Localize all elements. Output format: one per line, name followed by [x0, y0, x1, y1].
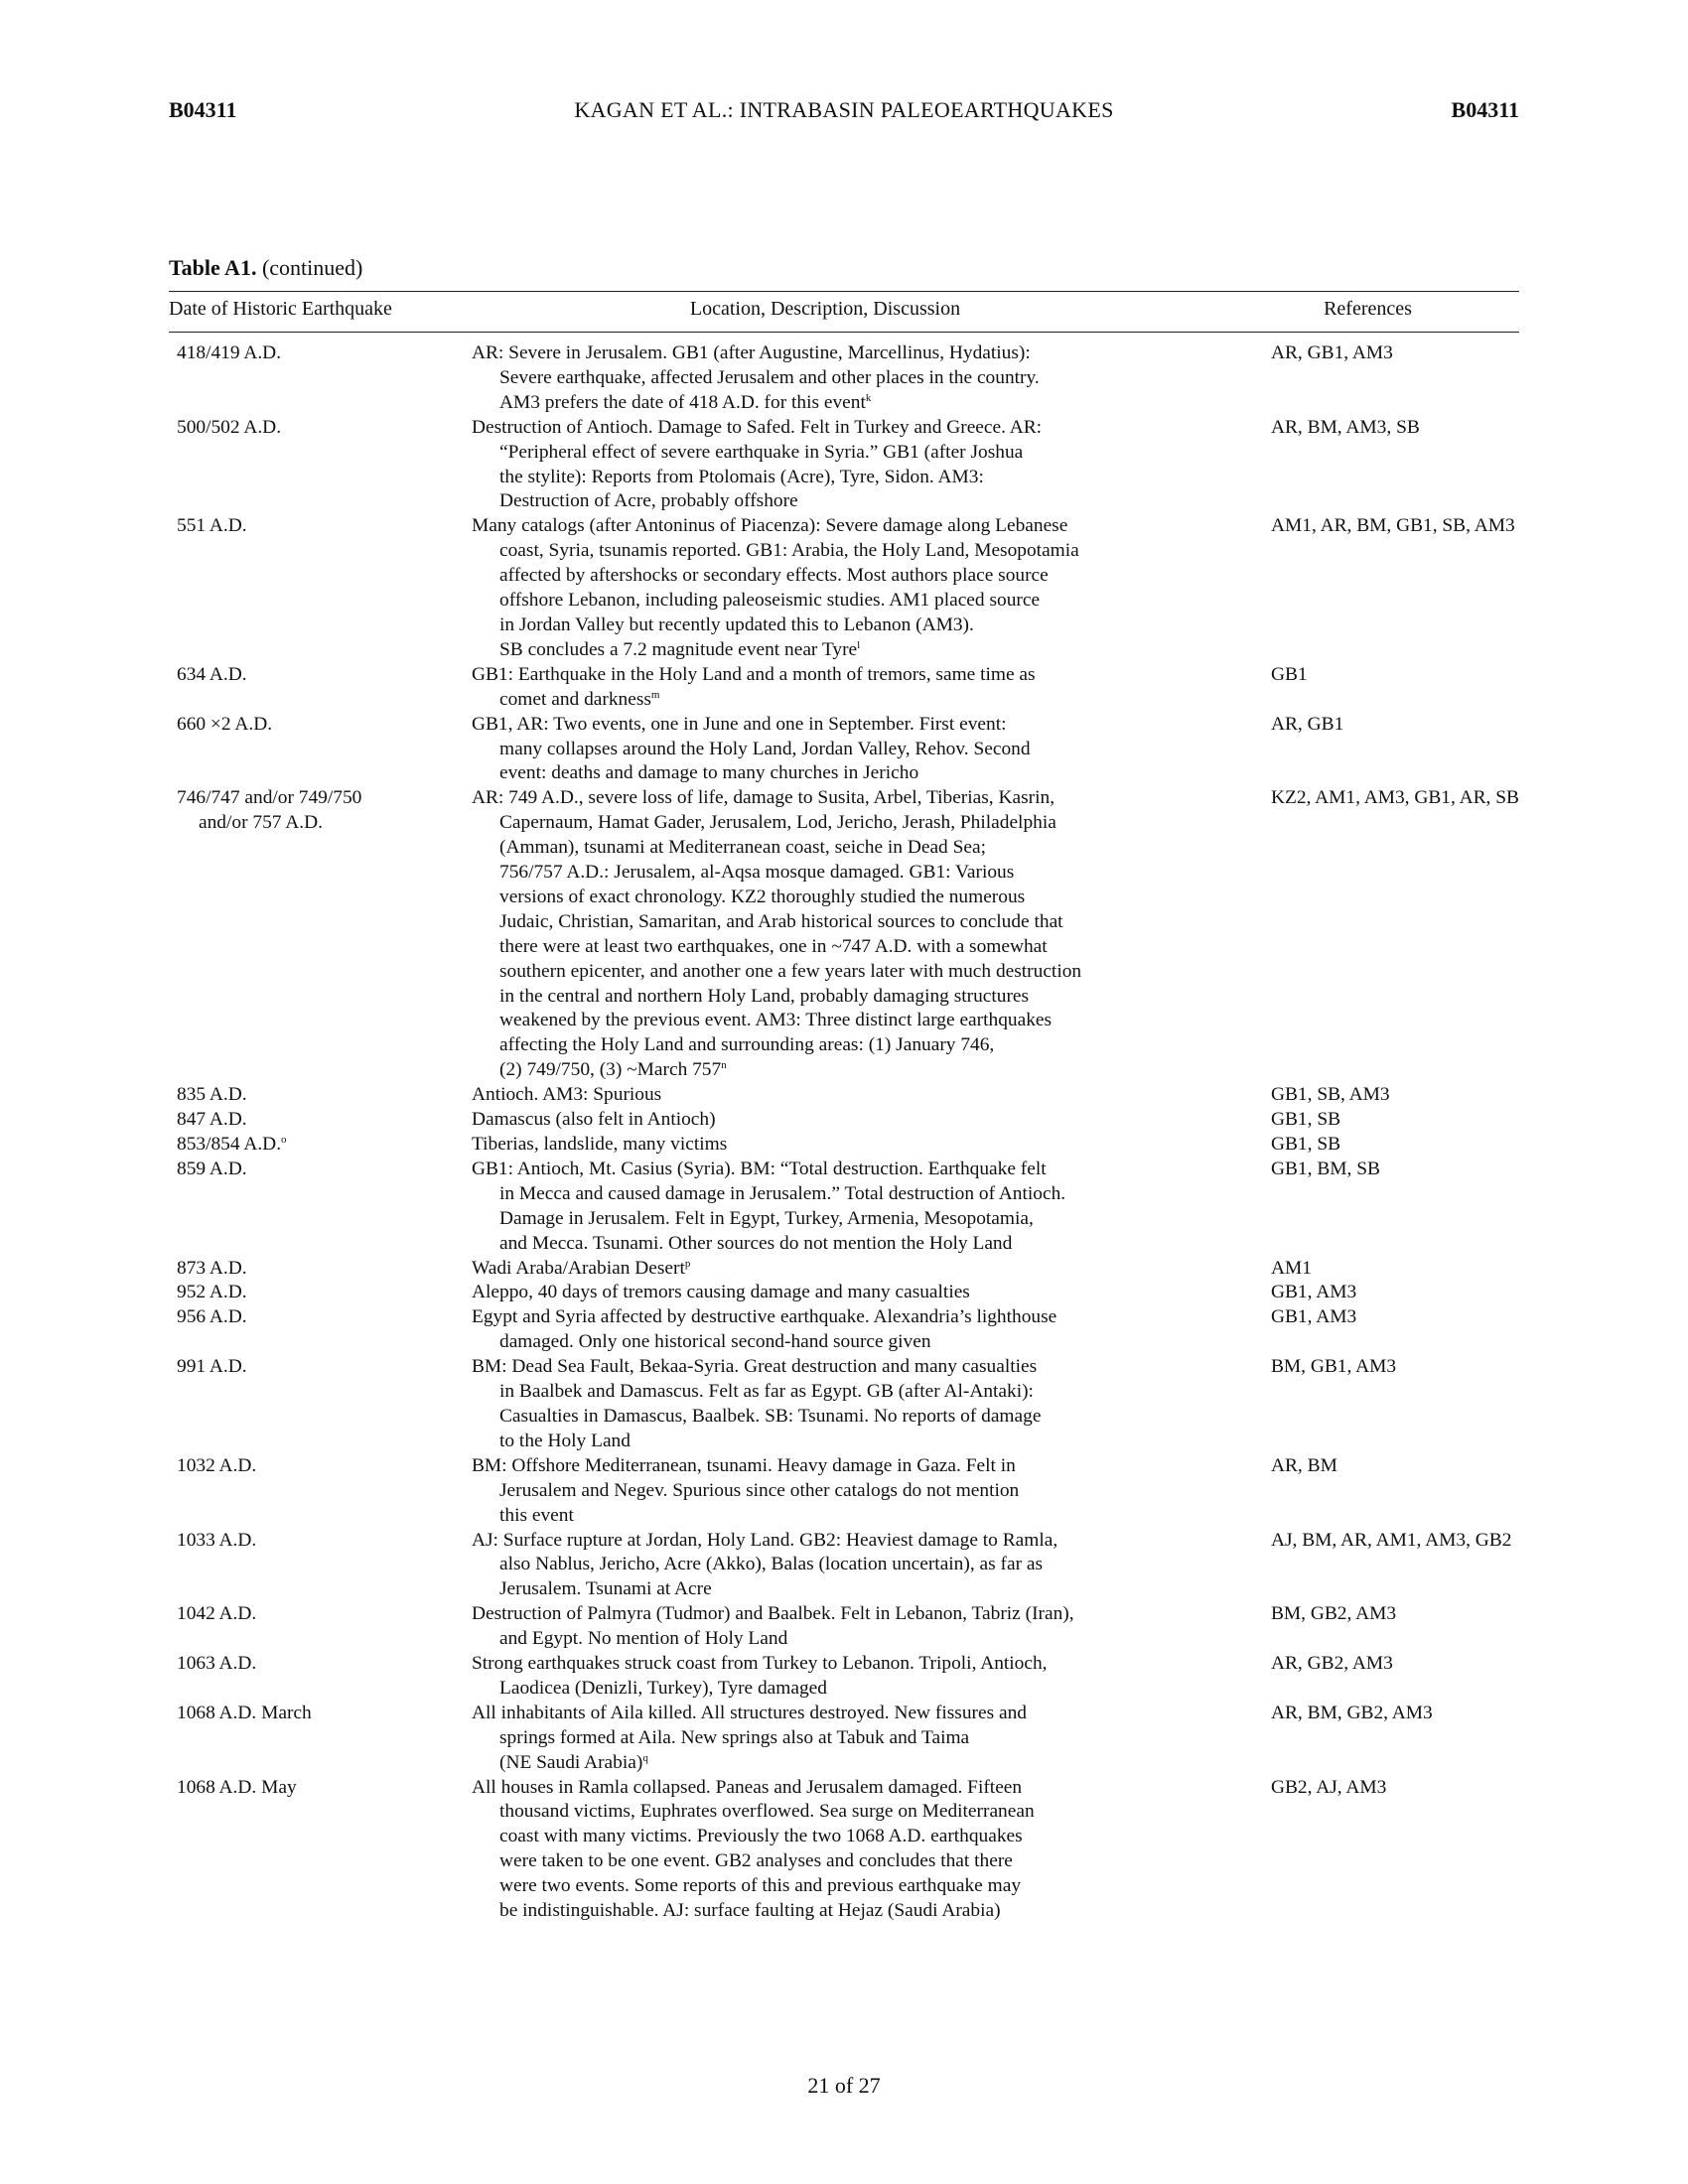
table-row: [169, 1529, 1519, 1603]
references-cell: GB1, SB: [1271, 1109, 1341, 1131]
footnote-marker: k: [865, 391, 872, 404]
description-line: in Jordan Valley but recently updated this to Lebanon (AM3).: [499, 614, 974, 635]
table-body: [169, 341, 1519, 1924]
earthquake-date-cell: [169, 663, 472, 713]
description-line: Wadi Araba/Arabian Desert: [472, 1257, 685, 1279]
earthquake-date-cell: [169, 1257, 472, 1282]
earthquake-date-text: 634 A.D.: [177, 663, 247, 685]
references-cell: AM1, AR, BM, GB1, SB, AM3: [1271, 515, 1515, 537]
table-row: [169, 1108, 1519, 1133]
description-line: BM: Dead Sea Fault, Bekaa-Syria. Great destruction and many casualties: [472, 1356, 1038, 1378]
description-line: AJ: Surface rupture at Jordan, Holy Land. GB2: Heaviest damage to Ramla,: [472, 1529, 1058, 1551]
earthquake-date-cell: [169, 713, 472, 787]
description-line: GB1: Antioch, Mt. Casius (Syria). BM: “Total destruction. Earthquake felt: [472, 1158, 1047, 1179]
references-cell: AR, BM, AM3, SB: [1271, 416, 1420, 438]
earthquake-date-cell: [169, 1602, 472, 1652]
description-line: Damage in Jerusalem. Felt in Egypt, Turkey, Armenia, Mesopotamia,: [499, 1207, 1034, 1229]
description-line: All houses in Ramla collapsed. Paneas and Jerusalem damaged. Fifteen: [472, 1776, 1023, 1798]
description-line: event: deaths and damage to many churches in Jericho: [499, 762, 919, 784]
earthquake-date-cell: [169, 1355, 472, 1454]
earthquake-date-cell: [169, 1158, 472, 1257]
description-line: Casualties in Damascus, Baalbek. SB: Tsunami. No reports of damage: [499, 1405, 1042, 1427]
description-cell: [472, 1257, 1216, 1282]
table-row: [169, 1133, 1519, 1158]
earthquake-date-text: 859 A.D.: [177, 1158, 247, 1179]
earthquake-date-cell: [169, 416, 472, 515]
description-line: springs formed at Aila. New springs also at Tabuk and Taima: [499, 1726, 970, 1748]
description-line: Judaic, Christian, Samaritan, and Arab historical sources to conclude that: [499, 910, 1063, 932]
description-line: 756/757 A.D.: Jerusalem, al-Aqsa mosque damaged. GB1: Various: [499, 862, 1015, 884]
description-line: AR: Severe in Jerusalem. GB1 (after Augustine, Marcellinus, Hydatius):: [472, 342, 1031, 363]
description-line: many collapses around the Holy Land, Jordan Valley, Rehov. Second: [499, 738, 1031, 759]
earthquake-date-text: 835 A.D.: [177, 1084, 247, 1106]
description-cell: [472, 1133, 1216, 1158]
description-line: coast, Syria, tsunamis reported. GB1: Arabia, the Holy Land, Mesopotamia: [499, 540, 1079, 562]
earthquake-date-cell: [169, 1083, 472, 1108]
description-line: GB1, AR: Two events, one in June and one in September. First event:: [472, 713, 1007, 735]
description-line: weakened by the previous event. AM3: Three distinct large earthquakes: [499, 1010, 1053, 1031]
references-cell: GB1, SB, AM3: [1271, 1084, 1390, 1106]
description-line: Antioch. AM3: Spurious: [472, 1084, 662, 1106]
description-cell: [472, 1776, 1216, 1924]
description-line: versions of exact chronology. KZ2 thoroughly studied the numerous: [499, 886, 1026, 907]
earthquake-date-text: 418/419 A.D.: [177, 342, 282, 363]
header-article-code-right: B04311: [1451, 97, 1519, 122]
table-row: [169, 1702, 1519, 1776]
description-line: Destruction of Antioch. Damage to Safed. Felt in Turkey and Greece. AR:: [472, 416, 1043, 438]
description-line: Tiberias, landslide, many victims: [472, 1134, 728, 1155]
description-line: Destruction of Palmyra (Tudmor) and Baalbek. Felt in Lebanon, Tabriz (Iran),: [472, 1603, 1074, 1625]
table-row: [169, 1776, 1519, 1924]
earthquake-date-text: 1068 A.D. May: [177, 1776, 297, 1798]
description-line: (NE Saudi Arabia): [499, 1751, 643, 1773]
footnote-marker: m: [650, 688, 660, 701]
description-line: (2) 749/750, (3) ~March 757: [499, 1059, 722, 1081]
description-cell: [472, 663, 1216, 713]
description-line: coast with many victims. Previously the two 1068 A.D. earthquakes: [499, 1826, 1023, 1847]
description-line: offshore Lebanon, including paleoseismic studies. AM1 placed source: [499, 590, 1041, 612]
description-cell: [472, 1158, 1216, 1257]
table-row: [169, 1454, 1519, 1529]
description-line: be indistinguishable. AJ: surface faulting at Hejaz (Saudi Arabia): [499, 1900, 1001, 1922]
column-header-location: Location, Description, Discussion: [689, 298, 961, 320]
table-caption-note: (continued): [261, 255, 363, 280]
earthquake-date-text: 1032 A.D.: [177, 1454, 257, 1476]
footnote-marker: p: [684, 1257, 691, 1270]
description-cell: [472, 1355, 1216, 1454]
description-line: Laodicea (Denizli, Turkey), Tyre damaged: [499, 1677, 827, 1699]
references-cell: GB1: [1271, 663, 1308, 685]
table-row: [169, 1652, 1519, 1702]
references-cell: AR, GB1, AM3: [1271, 342, 1393, 363]
description-cell: [472, 1702, 1216, 1776]
description-line: affected by aftershocks or secondary effects. Most authors place source: [499, 565, 1049, 587]
description-line: in Baalbek and Damascus. Felt as far as Egypt. GB (after Al-Antaki):: [499, 1381, 1034, 1403]
references-cell: AM1: [1271, 1257, 1312, 1279]
table-row: [169, 514, 1519, 662]
references-cell: BM, GB1, AM3: [1271, 1356, 1397, 1378]
description-cell: [472, 1602, 1216, 1652]
references-cell: GB1, BM, SB: [1271, 1158, 1380, 1179]
table-caption: [169, 255, 362, 281]
earthquake-date-text: 1033 A.D.: [177, 1529, 257, 1551]
earthquake-date-cell: [169, 1305, 472, 1355]
description-line: Aleppo, 40 days of tremors causing damage and many casualties: [472, 1282, 970, 1303]
references-cell: AR, GB1: [1271, 713, 1344, 735]
earthquake-date-cell: [169, 1776, 472, 1924]
references-cell: AR, BM: [1271, 1454, 1337, 1476]
table-row: [169, 1257, 1519, 1282]
earthquake-date-text: 1042 A.D.: [177, 1603, 257, 1625]
description-cell: [472, 341, 1216, 416]
earthquake-date-text: 873 A.D.: [177, 1257, 247, 1279]
description-line: “Peripheral effect of severe earthquake in Syria.” GB1 (after Joshua: [499, 441, 1024, 463]
description-line: southern epicenter, and another one a few years later with much destruction: [499, 960, 1082, 982]
references-cell: GB2, AJ, AM3: [1271, 1776, 1387, 1798]
description-cell: [472, 1108, 1216, 1133]
footnote-marker: q: [642, 1751, 648, 1764]
references-cell: AR, GB2, AM3: [1271, 1653, 1393, 1675]
earthquake-date-text: 952 A.D.: [177, 1282, 247, 1303]
description-cell: [472, 1529, 1216, 1603]
references-cell: GB1, AM3: [1271, 1282, 1357, 1303]
description-line: the stylite): Reports from Ptolomais (Acre), Tyre, Sidon. AM3:: [499, 466, 984, 487]
earthquake-date-cell: [169, 786, 472, 1083]
description-line: and Egypt. No mention of Holy Land: [499, 1628, 788, 1650]
earthquake-date-cell: [169, 1652, 472, 1702]
references-cell: AJ, BM, AR, AM1, AM3, GB2: [1271, 1529, 1512, 1551]
table-header-rule: [169, 332, 1519, 333]
description-line: SB concludes a 7.2 magnitude event near Tyre: [499, 638, 858, 660]
earthquake-date-cell: [169, 341, 472, 416]
table-row: [169, 416, 1519, 515]
earthquake-date-text: 847 A.D.: [177, 1109, 247, 1131]
earthquake-date-cell: [169, 1702, 472, 1776]
description-line: also Nablus, Jericho, Acre (Akko), Balas (location uncertain), as far as: [499, 1554, 1044, 1575]
description-line: (Amman), tsunami at Mediterranean coast, seiche in Dead Sea;: [499, 837, 986, 859]
description-cell: [472, 1281, 1216, 1305]
earthquake-date-text: 746/747 and/or 749/750: [177, 787, 362, 809]
earthquake-date-text: 853/854 A.D.: [177, 1134, 282, 1155]
description-line: AR: 749 A.D., severe loss of life, damage to Susita, Arbel, Tiberias, Kasrin,: [472, 787, 1055, 809]
description-line: AM3 prefers the date of 418 A.D. for this event: [499, 391, 866, 413]
description-line: All inhabitants of Aila killed. All structures destroyed. New fissures and: [472, 1702, 1027, 1723]
earthquake-date-cell: [169, 1108, 472, 1133]
description-line: BM: Offshore Mediterranean, tsunami. Heavy damage in Gaza. Felt in: [472, 1454, 1016, 1476]
description-line: Strong earthquakes struck coast from Turkey to Lebanon. Tripoli, Antioch,: [472, 1653, 1048, 1675]
table-top-rule: [169, 291, 1519, 292]
table-row: [169, 1158, 1519, 1257]
description-line: there were at least two earthquakes, one in ~747 A.D. with a somewhat: [499, 935, 1048, 957]
description-line: damaged. Only one historical second-hand source given: [499, 1331, 931, 1353]
header-title: KAGAN ET AL.: INTRABASIN PALEOEARTHQUAKES: [574, 97, 1114, 122]
page-number: 21 of 27: [807, 2073, 881, 2098]
description-line: Jerusalem and Negev. Spurious since other catalogs do not mention: [499, 1479, 1020, 1501]
description-cell: [472, 713, 1216, 787]
description-line: and Mecca. Tsunami. Other sources do not mention the Holy Land: [499, 1232, 1013, 1254]
description-line: Jerusalem. Tsunami at Acre: [499, 1578, 712, 1600]
table-row: [169, 1355, 1519, 1454]
header-article-code-left: B04311: [169, 97, 237, 122]
earthquake-date-text: 1068 A.D. March: [177, 1702, 312, 1723]
description-cell: [472, 786, 1216, 1083]
description-line: were taken to be one event. GB2 analyses and concludes that there: [499, 1850, 1013, 1872]
references-cell: AR, BM, GB2, AM3: [1271, 1702, 1433, 1723]
description-cell: [472, 514, 1216, 662]
table-row: [169, 663, 1519, 713]
table-row: [169, 713, 1519, 787]
earthquake-date-cell: [169, 1133, 472, 1158]
earthquake-date-cell: [169, 514, 472, 662]
table-label: Table A1.: [169, 255, 257, 280]
description-line: were two events. Some reports of this and previous earthquake may: [499, 1875, 1022, 1897]
description-line: thousand victims, Euphrates overflowed. Sea surge on Mediterranean: [499, 1801, 1035, 1823]
footnote-marker: o: [281, 1134, 287, 1146]
description-line: in the central and northern Holy Land, probably damaging structures: [499, 985, 1030, 1007]
table-row: [169, 1083, 1519, 1108]
description-line: Damascus (also felt in Antioch): [472, 1109, 716, 1131]
table-row: [169, 1305, 1519, 1355]
references-cell: GB1, AM3: [1271, 1306, 1357, 1328]
description-line: Severe earthquake, affected Jerusalem and other places in the country.: [499, 366, 1040, 388]
running-header: [169, 97, 1519, 127]
description-cell: [472, 1454, 1216, 1529]
references-cell: KZ2, AM1, AM3, GB1, AR, SB: [1271, 787, 1519, 809]
description-cell: [472, 1083, 1216, 1108]
description-cell: [472, 1305, 1216, 1355]
references-cell: BM, GB2, AM3: [1271, 1603, 1397, 1625]
table-row: [169, 1602, 1519, 1652]
earthquake-date-text: and/or 757 A.D.: [199, 812, 323, 834]
column-header-date: Date of Historic Earthquake: [169, 298, 392, 320]
description-cell: [472, 1652, 1216, 1702]
table-row: [169, 786, 1519, 1083]
earthquake-date-text: 991 A.D.: [177, 1356, 247, 1378]
footnote-marker: l: [857, 638, 861, 651]
column-header-references: References: [1324, 298, 1412, 320]
description-line: Capernaum, Hamat Gader, Jerusalem, Lod, Jericho, Jerash, Philadelphia: [499, 812, 1056, 834]
earthquake-date-cell: [169, 1281, 472, 1305]
earthquake-date-text: 500/502 A.D.: [177, 416, 282, 438]
description-line: comet and darkness: [499, 688, 651, 710]
earthquake-date-cell: [169, 1454, 472, 1529]
description-line: to the Holy Land: [499, 1430, 631, 1451]
description-line: Destruction of Acre, probably offshore: [499, 490, 798, 512]
earthquake-date-cell: [169, 1529, 472, 1603]
description-line: this event: [499, 1504, 574, 1526]
description-line: in Mecca and caused damage in Jerusalem.” Total destruction of Antioch.: [499, 1182, 1066, 1204]
description-line: GB1: Earthquake in the Holy Land and a month of tremors, same time as: [472, 663, 1036, 685]
table-row: [169, 341, 1519, 416]
earthquake-date-text: 551 A.D.: [177, 515, 247, 537]
footnote-marker: n: [721, 1059, 727, 1072]
earthquake-date-text: 956 A.D.: [177, 1306, 247, 1328]
table-row: [169, 1281, 1519, 1305]
earthquake-date-text: 1063 A.D.: [177, 1653, 257, 1675]
description-cell: [472, 416, 1216, 515]
description-line: Many catalogs (after Antoninus of Piacenza): Severe damage along Lebanese: [472, 515, 1068, 537]
description-line: affecting the Holy Land and surrounding areas: (1) January 746,: [499, 1034, 995, 1056]
earthquake-date-text: 660 ×2 A.D.: [177, 713, 273, 735]
references-cell: GB1, SB: [1271, 1134, 1341, 1155]
description-line: Egypt and Syria affected by destructive earthquake. Alexandria’s lighthouse: [472, 1306, 1057, 1328]
